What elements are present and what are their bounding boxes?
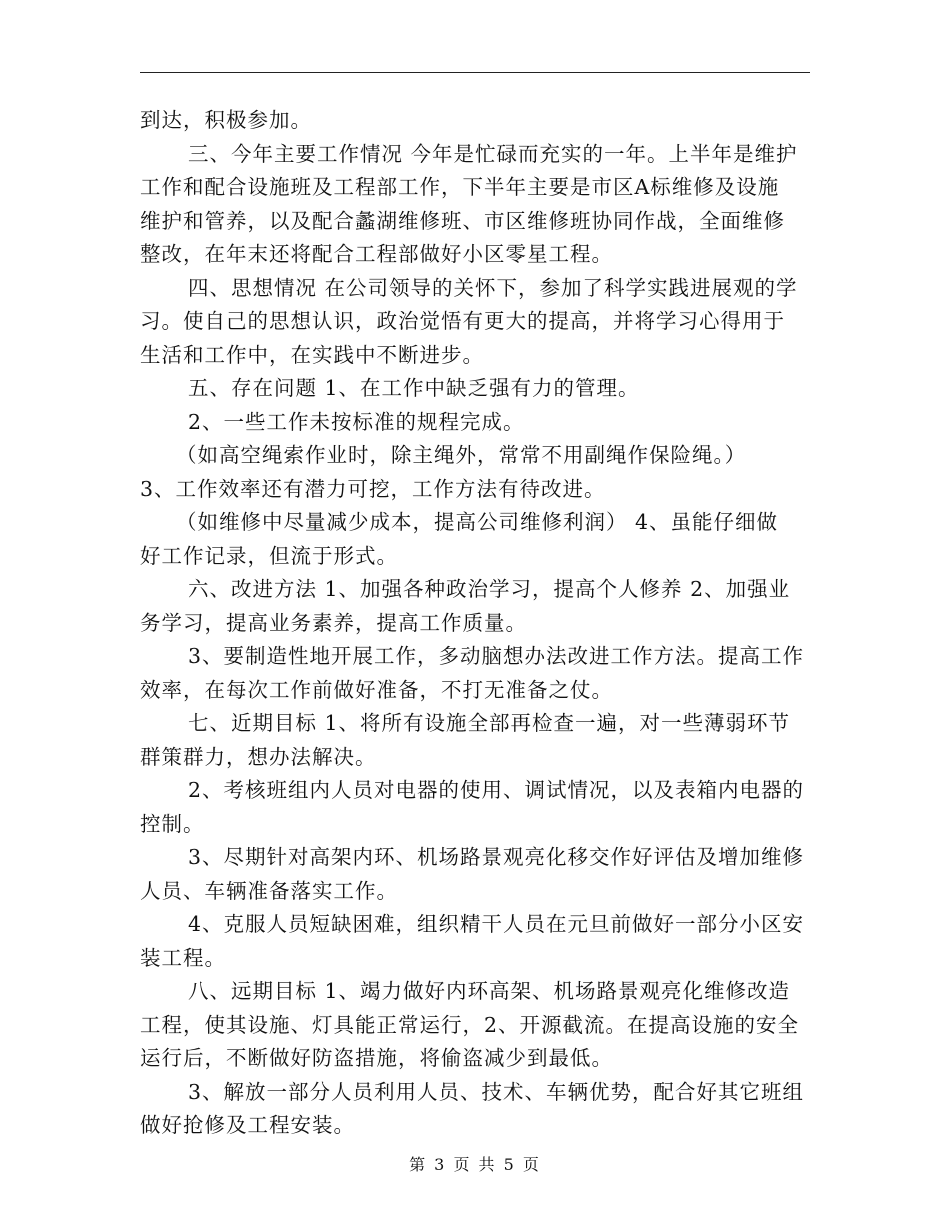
text-line: 3、解放一部分人员利用人员、技术、车辆优势，配合好其它班组 (188, 1079, 805, 1104)
text-line: 人员、车辆准备落实工作。 (140, 878, 398, 903)
text-line: 生活和工作中，在实践中不断进步。 (140, 342, 484, 367)
text-line: 3、要制造性地开展工作，多动脑想办法改进工作方法。提高工作 (188, 644, 805, 668)
text-line: 工作和配合设施班及工程部工作，下半年主要是市区A标维修及设施 (140, 175, 780, 199)
text-line: 五、存在问题 1、在工作中缺乏强有力的管理。 (188, 376, 640, 400)
text-line: 务学习，提高业务素养，提高工作质量。 (140, 610, 527, 635)
text-line: 3、尽期针对高架内环、机场路景观亮化移交作好评估及增加维修 (188, 845, 805, 869)
text-line: 3、工作效率还有潜力可挖，工作方法有待改进。 (140, 476, 606, 501)
text-line: 整改，在年末还将配合工程部做好小区零星工程。 (140, 242, 613, 266)
text-line: 4、克服人员短缺困难，组织精干人员在元旦前做好一部分小区安 (188, 912, 805, 936)
text-line: （如维修中尽量减少成本，提高公司维修利润） 4、虽能仔细做 (176, 510, 779, 534)
text-line: 六、改进方法 1、加强各种政治学习，提高个人修养 2、加强业 (188, 577, 791, 601)
text-line: 三、今年主要工作情况 今年是忙碌而充实的一年。上半年是维护 (188, 141, 798, 166)
text-line: （如高空绳索作业时，除主绳外，常常不用副绳作保险绳。） (176, 443, 747, 467)
text-line: 好工作记录，但流于形式。 (140, 543, 398, 568)
text-line: 维护和管养，以及配合蠡湖维修班、市区维修班协同作战，全面维修 (140, 208, 785, 233)
text-line: 运行后，不断做好防盗措施，将偷盗减少到最低。 (140, 1046, 613, 1070)
document-body (140, 104, 810, 1143)
text-line: 群策群力，想办法解决。 (140, 744, 377, 769)
text-line: 到达，积极参加。 (140, 108, 312, 132)
header-rule (140, 72, 810, 73)
text-line: 控制。 (140, 811, 205, 836)
text-line: 做好抢修及工程安装。 (140, 1113, 355, 1137)
text-line: 装工程。 (140, 945, 226, 970)
text-line: 习。使自己的思想认识，政治觉悟有更大的提高，并将学习心得用于 (140, 309, 785, 333)
text-line: 2、考核班组内人员对电器的使用、调试情况，以及表箱内电器的 (188, 778, 805, 802)
text-line: 八、远期目标 1、竭力做好内环高架、机场路景观亮化维修改造 (188, 979, 791, 1003)
text-line: 工程，使其设施、灯具能正常运行，2、开源截流。在提高设施的安全 (140, 1012, 800, 1037)
text-line: 四、思想情况 在公司领导的关怀下，参加了科学实践进展观的学 (188, 275, 798, 300)
text-line: 效率，在每次工作前做好准备，不打无准备之仗。 (140, 677, 613, 702)
text-line: 七、近期目标 1、将所有设施全部再检查一遍，对一些薄弱环节 (188, 711, 791, 735)
page-footer: 第 3 页 共 5 页 (409, 1155, 541, 1174)
text-line: 2、一些工作未按标准的规程完成。 (188, 409, 525, 434)
